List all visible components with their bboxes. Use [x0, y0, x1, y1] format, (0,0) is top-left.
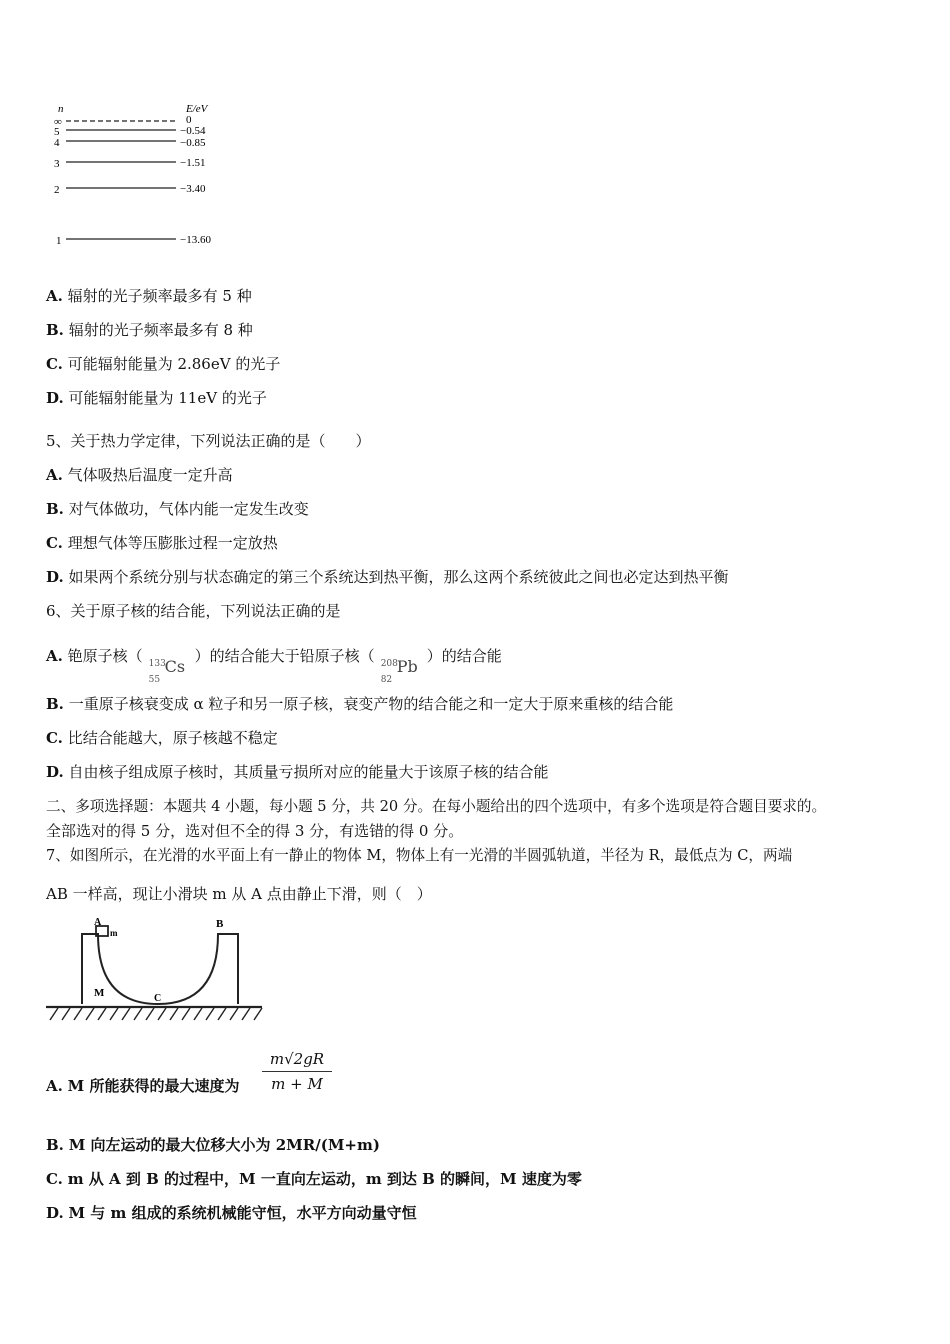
q6-option-a — [46, 632, 502, 685]
q6-option-b-letter: B. — [46, 695, 64, 713]
pb-mass-number: 208 — [380, 659, 398, 669]
level-e-1: −13.60 — [180, 234, 211, 246]
pb-atomic-number: 82 — [380, 675, 393, 685]
q7-stem-line1: 7、如图所示，在光滑的水平面上有一静止的物体 M，物体上有一光滑的半圆弧轨道，半径为 R，最低点为 C，两端 — [46, 847, 793, 864]
q7-stem-line2: AB 一样高，现让小滑块 m 从 A 点由静止下滑，则（ ） — [46, 885, 432, 903]
q7-option-c-text: m 从 A 到 B 的过程中，M 一直向左运动，m 到达 B 的瞬间，M 速度为零 — [67, 1170, 582, 1188]
label-big-m: M — [94, 987, 105, 999]
q4-option-c-letter: C. — [46, 355, 63, 373]
q4-option-d — [46, 388, 267, 408]
q4-option-b-letter: B. — [46, 321, 64, 339]
q5-option-c-text: 理想气体等压膨胀过程一定放热 — [67, 534, 278, 552]
q5-option-d-text: 如果两个系统分别与状态确定的第三个系统达到热平衡，那么这两个系统彼此之间也必定达到热平衡 — [68, 568, 729, 586]
q4-option-d-letter: D. — [46, 389, 64, 407]
level-e-2: −3.40 — [180, 183, 206, 195]
fraction-numerator: m√2gR — [262, 1050, 332, 1072]
q4-option-c — [46, 354, 280, 374]
q4-option-b-text: 辐射的光子频率最多有 8 种 — [68, 321, 253, 339]
q6-option-a-part3: ）的结合能 — [426, 647, 502, 665]
cesium-nuclide — [143, 640, 195, 685]
label-a: A — [94, 917, 102, 928]
q6-option-a-part1: 铯原子核（ — [67, 647, 143, 665]
energy-axis-label: E/eV — [186, 103, 208, 115]
cs-mass-number: 133 — [148, 659, 166, 669]
level-e-5: −0.54 — [180, 125, 206, 137]
section2-heading-line2: 全部选对的得 5 分，选对但不全的得 3 分，有选错的得 0 分。 — [46, 822, 464, 840]
cs-atomic-number: 55 — [148, 675, 161, 685]
n-axis-label: n — [58, 103, 64, 115]
q7-option-d — [46, 1203, 417, 1223]
level-n-2: 2 — [54, 184, 60, 196]
level-e-4: −0.85 — [180, 137, 206, 149]
q7-option-c-letter: C. — [46, 1170, 63, 1188]
q5-option-d — [46, 567, 729, 587]
level-n-5: 5 — [54, 126, 60, 138]
q6-option-d-letter: D. — [46, 763, 64, 781]
q7-option-b-letter: B. — [46, 1136, 64, 1154]
q7-option-d-letter: D. — [46, 1204, 64, 1222]
q6-option-a-part2: ）的结合能大于铅原子核（ — [194, 647, 375, 665]
q5-stem: 5、关于热力学定律，下列说法正确的是（ ） — [46, 432, 371, 450]
level-e-3: −1.51 — [180, 157, 206, 169]
q7-option-c — [46, 1169, 582, 1189]
q7-option-a — [46, 1076, 239, 1096]
q5-option-b — [46, 499, 309, 519]
q7-option-b-text: M 向左运动的最大位移大小为 2MR/(M+m) — [68, 1136, 380, 1154]
label-b: B — [216, 918, 224, 930]
q7-option-d-text: M 与 m 组成的系统机械能守恒，水平方向动量守恒 — [68, 1204, 417, 1222]
label-c: C — [154, 993, 162, 1004]
q6-option-c-text: 比结合能越大，原子核越不稳定 — [67, 729, 278, 747]
q5-option-c-letter: C. — [46, 534, 63, 552]
level-n-inf: ∞ — [54, 116, 62, 128]
lead-nuclide — [375, 640, 427, 685]
half-circle-track-figure — [44, 916, 268, 1026]
q6-option-c — [46, 728, 278, 748]
q6-option-d-text: 自由核子组成原子核时，其质量亏损所对应的能量大于该原子核的结合能 — [68, 763, 549, 781]
cs-symbol: Cs — [164, 657, 186, 676]
q6-option-b — [46, 694, 673, 714]
level-n-4: 4 — [54, 137, 60, 149]
q6-stem: 6、关于原子核的结合能，下列说法正确的是 — [46, 602, 341, 620]
pb-symbol: Pb — [396, 657, 418, 676]
q7-option-b — [46, 1135, 380, 1155]
label-m-small: m — [110, 928, 118, 938]
q4-option-d-text: 可能辐射能量为 11eV 的光子 — [68, 389, 267, 407]
section2-heading-line1: 二、多项选择题：本题共 4 小题，每小题 5 分，共 20 分。在每小题给出的四个选项中，有多个选项是符合题目要求的。 — [46, 798, 827, 815]
q6-option-d — [46, 762, 549, 782]
q5-option-b-letter: B. — [46, 500, 64, 518]
q4-option-a-text: 辐射的光子频率最多有 5 种 — [67, 287, 252, 305]
q4-option-a — [46, 286, 252, 306]
level-n-1: 1 — [56, 235, 62, 247]
ground-hatching — [50, 1008, 262, 1020]
q7-option-a-letter: A. — [46, 1077, 63, 1095]
q6-option-b-text: 一重原子核衰变成 α 粒子和另一原子核，衰变产物的结合能之和一定大于原来重核的结合能 — [68, 695, 674, 713]
level-n-3: 3 — [54, 158, 60, 170]
q5-option-d-letter: D. — [46, 568, 64, 586]
q5-option-a — [46, 465, 233, 485]
q5-option-c — [46, 533, 278, 553]
max-velocity-fraction — [262, 1050, 332, 1093]
q6-option-a-letter: A. — [46, 647, 63, 665]
q5-option-a-text: 气体吸热后温度一定升高 — [67, 466, 233, 484]
q5-option-b-text: 对气体做功，气体内能一定发生改变 — [68, 500, 309, 518]
fraction-denominator: m + M — [271, 1075, 323, 1093]
q5-option-a-letter: A. — [46, 466, 63, 484]
q4-option-b — [46, 320, 253, 340]
q7-option-a-text: M 所能获得的最大速度为 — [67, 1077, 240, 1095]
energy-level-diagram — [48, 96, 248, 256]
q4-option-a-letter: A. — [46, 287, 63, 305]
q4-option-c-text: 可能辐射能量为 2.86eV 的光子 — [67, 355, 281, 373]
level-e-inf: 0 — [186, 114, 192, 126]
q6-option-c-letter: C. — [46, 729, 63, 747]
